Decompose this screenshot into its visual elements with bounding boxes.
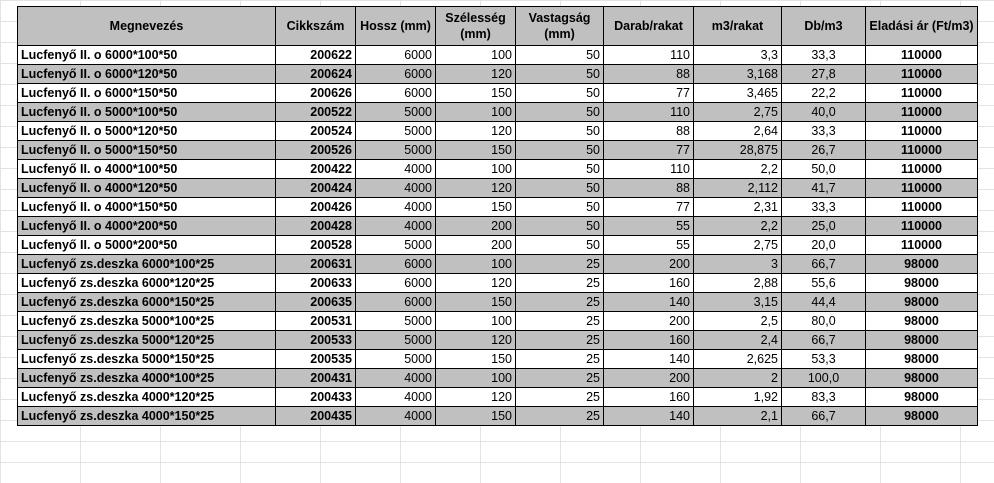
cell-m3[interactable]: 2,2 — [694, 160, 782, 179]
table-row — [18, 388, 978, 407]
cell-price[interactable]: 98000 — [866, 369, 978, 388]
header-row — [18, 7, 978, 46]
cell-name[interactable]: Lucfenyő II. o 6000*120*50 — [18, 65, 276, 84]
cell-dbm3[interactable]: 41,7 — [782, 179, 866, 198]
cell-code[interactable]: 200431 — [276, 369, 356, 388]
cell-price[interactable]: 110000 — [866, 160, 978, 179]
cell-name[interactable]: Lucfenyő zs.deszka 5000*120*25 — [18, 331, 276, 350]
cell-m3[interactable]: 28,875 — [694, 141, 782, 160]
cell-name[interactable]: Lucfenyő zs.deszka 4000*120*25 — [18, 388, 276, 407]
header-name[interactable]: Megnevezés — [18, 7, 276, 46]
header-width[interactable]: Szélesség (mm) — [436, 7, 516, 46]
cell-pieces[interactable]: 140 — [604, 293, 694, 312]
cell-dbm3[interactable]: 40,0 — [782, 103, 866, 122]
cell-width[interactable]: 120 — [436, 388, 516, 407]
cell-width[interactable]: 120 — [436, 122, 516, 141]
cell-price[interactable]: 110000 — [866, 122, 978, 141]
cell-width[interactable]: 100 — [436, 312, 516, 331]
cell-length[interactable]: 6000 — [356, 46, 436, 65]
cell-length[interactable]: 4000 — [356, 179, 436, 198]
table-row — [18, 122, 978, 141]
cell-thickness[interactable]: 50 — [516, 46, 604, 65]
table-row — [18, 198, 978, 217]
cell-pieces[interactable]: 88 — [604, 65, 694, 84]
cell-pieces[interactable]: 77 — [604, 198, 694, 217]
cell-price[interactable]: 110000 — [866, 198, 978, 217]
cell-name[interactable]: Lucfenyő zs.deszka 6000*120*25 — [18, 274, 276, 293]
header-pieces[interactable]: Darab/rakat — [604, 7, 694, 46]
header-length[interactable]: Hossz (mm) — [356, 7, 436, 46]
cell-dbm3[interactable]: 33,3 — [782, 46, 866, 65]
cell-thickness[interactable]: 50 — [516, 179, 604, 198]
cell-length[interactable]: 6000 — [356, 65, 436, 84]
cell-name[interactable]: Lucfenyő II. o 5000*100*50 — [18, 103, 276, 122]
cell-price[interactable]: 110000 — [866, 65, 978, 84]
cell-dbm3[interactable]: 53,3 — [782, 350, 866, 369]
cell-width[interactable]: 150 — [436, 350, 516, 369]
cell-thickness[interactable]: 25 — [516, 369, 604, 388]
cell-name[interactable]: Lucfenyő zs.deszka 5000*100*25 — [18, 312, 276, 331]
cell-m3[interactable]: 1,92 — [694, 388, 782, 407]
cell-width[interactable]: 200 — [436, 236, 516, 255]
header-thickness[interactable]: Vastagság (mm) — [516, 7, 604, 46]
cell-name[interactable]: Lucfenyő II. o 6000*150*50 — [18, 84, 276, 103]
table-row — [18, 236, 978, 255]
cell-length[interactable]: 4000 — [356, 369, 436, 388]
cell-price[interactable]: 98000 — [866, 274, 978, 293]
cell-pieces[interactable]: 77 — [604, 84, 694, 103]
table-row — [18, 46, 978, 65]
cell-m3[interactable]: 2,31 — [694, 198, 782, 217]
cell-m3[interactable]: 2,75 — [694, 103, 782, 122]
cell-price[interactable]: 110000 — [866, 236, 978, 255]
cell-name[interactable]: Lucfenyő zs.deszka 4000*100*25 — [18, 369, 276, 388]
cell-pieces[interactable]: 88 — [604, 122, 694, 141]
cell-length[interactable]: 5000 — [356, 122, 436, 141]
cell-width[interactable]: 150 — [436, 293, 516, 312]
cell-code[interactable]: 200624 — [276, 65, 356, 84]
cell-name[interactable]: Lucfenyő II. o 4000*150*50 — [18, 198, 276, 217]
cell-length[interactable]: 5000 — [356, 312, 436, 331]
cell-pieces[interactable]: 140 — [604, 407, 694, 426]
cell-dbm3[interactable]: 80,0 — [782, 312, 866, 331]
cell-name[interactable]: Lucfenyő II. o 6000*100*50 — [18, 46, 276, 65]
cell-length[interactable]: 5000 — [356, 141, 436, 160]
cell-length[interactable]: 6000 — [356, 274, 436, 293]
cell-thickness[interactable]: 50 — [516, 84, 604, 103]
cell-length[interactable]: 6000 — [356, 293, 436, 312]
cell-code[interactable]: 200633 — [276, 274, 356, 293]
table-row — [18, 217, 978, 236]
cell-m3[interactable]: 2,75 — [694, 236, 782, 255]
cell-m3[interactable]: 2,88 — [694, 274, 782, 293]
cell-code[interactable]: 200433 — [276, 388, 356, 407]
cell-code[interactable]: 200524 — [276, 122, 356, 141]
cell-length[interactable]: 6000 — [356, 84, 436, 103]
cell-pieces[interactable]: 200 — [604, 369, 694, 388]
cell-dbm3[interactable]: 55,6 — [782, 274, 866, 293]
cell-pieces[interactable]: 160 — [604, 274, 694, 293]
cell-name[interactable]: Lucfenyő zs.deszka 4000*150*25 — [18, 407, 276, 426]
cell-m3[interactable]: 2,112 — [694, 179, 782, 198]
cell-dbm3[interactable]: 26,7 — [782, 141, 866, 160]
cell-code[interactable]: 200422 — [276, 160, 356, 179]
cell-name[interactable]: Lucfenyő II. o 5000*120*50 — [18, 122, 276, 141]
cell-price[interactable]: 98000 — [866, 407, 978, 426]
cell-name[interactable]: Lucfenyő zs.deszka 6000*150*25 — [18, 293, 276, 312]
cell-width[interactable]: 150 — [436, 141, 516, 160]
cell-pieces[interactable]: 55 — [604, 236, 694, 255]
cell-length[interactable]: 4000 — [356, 407, 436, 426]
cell-name[interactable]: Lucfenyő II. o 4000*120*50 — [18, 179, 276, 198]
cell-dbm3[interactable]: 83,3 — [782, 388, 866, 407]
cell-code[interactable]: 200635 — [276, 293, 356, 312]
cell-name[interactable]: Lucfenyő II. o 5000*150*50 — [18, 141, 276, 160]
cell-m3[interactable]: 2,4 — [694, 331, 782, 350]
cell-m3[interactable]: 3,15 — [694, 293, 782, 312]
cell-thickness[interactable]: 25 — [516, 388, 604, 407]
table-row — [18, 331, 978, 350]
cell-dbm3[interactable]: 66,7 — [782, 331, 866, 350]
header-m3[interactable]: m3/rakat — [694, 7, 782, 46]
cell-code[interactable]: 200435 — [276, 407, 356, 426]
cell-dbm3[interactable]: 25,0 — [782, 217, 866, 236]
cell-price[interactable]: 98000 — [866, 350, 978, 369]
cell-m3[interactable]: 3 — [694, 255, 782, 274]
price-list-table — [17, 6, 978, 426]
cell-thickness[interactable]: 50 — [516, 65, 604, 84]
table-row — [18, 255, 978, 274]
cell-price[interactable]: 110000 — [866, 217, 978, 236]
cell-pieces[interactable]: 160 — [604, 331, 694, 350]
cell-thickness[interactable]: 25 — [516, 293, 604, 312]
table-row — [18, 407, 978, 426]
cell-thickness[interactable]: 25 — [516, 350, 604, 369]
cell-width[interactable]: 150 — [436, 84, 516, 103]
cell-thickness[interactable]: 25 — [516, 407, 604, 426]
cell-dbm3[interactable]: 33,3 — [782, 122, 866, 141]
cell-m3[interactable]: 2,1 — [694, 407, 782, 426]
cell-price[interactable]: 110000 — [866, 141, 978, 160]
cell-price[interactable]: 98000 — [866, 388, 978, 407]
cell-thickness[interactable]: 50 — [516, 236, 604, 255]
cell-pieces[interactable]: 200 — [604, 312, 694, 331]
cell-code[interactable]: 200528 — [276, 236, 356, 255]
table-row — [18, 160, 978, 179]
table-row — [18, 84, 978, 103]
cell-dbm3[interactable]: 22,2 — [782, 84, 866, 103]
table-row — [18, 103, 978, 122]
header-code[interactable]: Cikkszám — [276, 7, 356, 46]
header-price[interactable]: Eladási ár (Ft/m3) — [866, 7, 978, 46]
cell-pieces[interactable]: 110 — [604, 46, 694, 65]
cell-length[interactable]: 5000 — [356, 350, 436, 369]
cell-thickness[interactable]: 50 — [516, 122, 604, 141]
cell-dbm3[interactable]: 50,0 — [782, 160, 866, 179]
cell-code[interactable]: 200533 — [276, 331, 356, 350]
cell-width[interactable]: 200 — [436, 217, 516, 236]
cell-dbm3[interactable]: 27,8 — [782, 65, 866, 84]
cell-price[interactable]: 98000 — [866, 312, 978, 331]
cell-thickness[interactable]: 25 — [516, 255, 604, 274]
cell-length[interactable]: 4000 — [356, 217, 436, 236]
cell-width[interactable]: 100 — [436, 160, 516, 179]
cell-code[interactable]: 200631 — [276, 255, 356, 274]
cell-name[interactable]: Lucfenyő II. o 4000*100*50 — [18, 160, 276, 179]
cell-code[interactable]: 200426 — [276, 198, 356, 217]
cell-width[interactable]: 120 — [436, 65, 516, 84]
cell-thickness[interactable]: 50 — [516, 198, 604, 217]
cell-code[interactable]: 200424 — [276, 179, 356, 198]
cell-thickness[interactable]: 25 — [516, 331, 604, 350]
table-row — [18, 274, 978, 293]
cell-price[interactable]: 110000 — [866, 84, 978, 103]
cell-width[interactable]: 120 — [436, 331, 516, 350]
cell-name[interactable]: Lucfenyő zs.deszka 6000*100*25 — [18, 255, 276, 274]
cell-pieces[interactable]: 200 — [604, 255, 694, 274]
cell-code[interactable]: 200522 — [276, 103, 356, 122]
header-dbm3[interactable]: Db/m3 — [782, 7, 866, 46]
table-row — [18, 350, 978, 369]
cell-width[interactable]: 120 — [436, 179, 516, 198]
cell-code[interactable]: 200428 — [276, 217, 356, 236]
cell-pieces[interactable]: 110 — [604, 103, 694, 122]
cell-m3[interactable]: 3,3 — [694, 46, 782, 65]
cell-width[interactable]: 100 — [436, 46, 516, 65]
cell-m3[interactable]: 2 — [694, 369, 782, 388]
table-row — [18, 179, 978, 198]
cell-price[interactable]: 98000 — [866, 293, 978, 312]
cell-width[interactable]: 100 — [436, 255, 516, 274]
cell-thickness[interactable]: 50 — [516, 141, 604, 160]
cell-length[interactable]: 4000 — [356, 160, 436, 179]
cell-width[interactable]: 100 — [436, 103, 516, 122]
table-row — [18, 65, 978, 84]
cell-dbm3[interactable]: 20,0 — [782, 236, 866, 255]
cell-length[interactable]: 5000 — [356, 236, 436, 255]
table-row — [18, 141, 978, 160]
table-row — [18, 369, 978, 388]
table-row — [18, 293, 978, 312]
cell-thickness[interactable]: 25 — [516, 312, 604, 331]
cell-width[interactable]: 150 — [436, 407, 516, 426]
cell-pieces[interactable]: 160 — [604, 388, 694, 407]
cell-code[interactable]: 200535 — [276, 350, 356, 369]
cell-m3[interactable]: 2,625 — [694, 350, 782, 369]
cell-m3[interactable]: 2,5 — [694, 312, 782, 331]
cell-pieces[interactable]: 77 — [604, 141, 694, 160]
cell-code[interactable]: 200531 — [276, 312, 356, 331]
cell-width[interactable]: 120 — [436, 274, 516, 293]
cell-name[interactable]: Lucfenyő II. o 5000*200*50 — [18, 236, 276, 255]
cell-code[interactable]: 200526 — [276, 141, 356, 160]
cell-thickness[interactable]: 50 — [516, 103, 604, 122]
cell-pieces[interactable]: 88 — [604, 179, 694, 198]
cell-dbm3[interactable]: 33,3 — [782, 198, 866, 217]
cell-length[interactable]: 4000 — [356, 198, 436, 217]
cell-name[interactable]: Lucfenyő zs.deszka 5000*150*25 — [18, 350, 276, 369]
cell-width[interactable]: 100 — [436, 369, 516, 388]
cell-price[interactable]: 98000 — [866, 255, 978, 274]
cell-dbm3[interactable]: 66,7 — [782, 255, 866, 274]
cell-m3[interactable]: 3,168 — [694, 65, 782, 84]
cell-dbm3[interactable]: 66,7 — [782, 407, 866, 426]
cell-thickness[interactable]: 50 — [516, 217, 604, 236]
table-row — [18, 312, 978, 331]
cell-pieces[interactable]: 140 — [604, 350, 694, 369]
cell-code[interactable]: 200626 — [276, 84, 356, 103]
cell-name[interactable]: Lucfenyő II. o 4000*200*50 — [18, 217, 276, 236]
cell-length[interactable]: 6000 — [356, 255, 436, 274]
cell-length[interactable]: 5000 — [356, 103, 436, 122]
cell-width[interactable]: 150 — [436, 198, 516, 217]
cell-price[interactable]: 110000 — [866, 103, 978, 122]
cell-length[interactable]: 4000 — [356, 388, 436, 407]
cell-m3[interactable]: 3,465 — [694, 84, 782, 103]
cell-code[interactable]: 200622 — [276, 46, 356, 65]
cell-length[interactable]: 5000 — [356, 331, 436, 350]
cell-dbm3[interactable]: 44,4 — [782, 293, 866, 312]
cell-thickness[interactable]: 25 — [516, 274, 604, 293]
cell-pieces[interactable]: 55 — [604, 217, 694, 236]
cell-price[interactable]: 110000 — [866, 46, 978, 65]
cell-m3[interactable]: 2,64 — [694, 122, 782, 141]
cell-dbm3[interactable]: 100,0 — [782, 369, 866, 388]
cell-price[interactable]: 98000 — [866, 331, 978, 350]
cell-thickness[interactable]: 50 — [516, 160, 604, 179]
cell-m3[interactable]: 2,2 — [694, 217, 782, 236]
cell-price[interactable]: 110000 — [866, 179, 978, 198]
cell-pieces[interactable]: 110 — [604, 160, 694, 179]
